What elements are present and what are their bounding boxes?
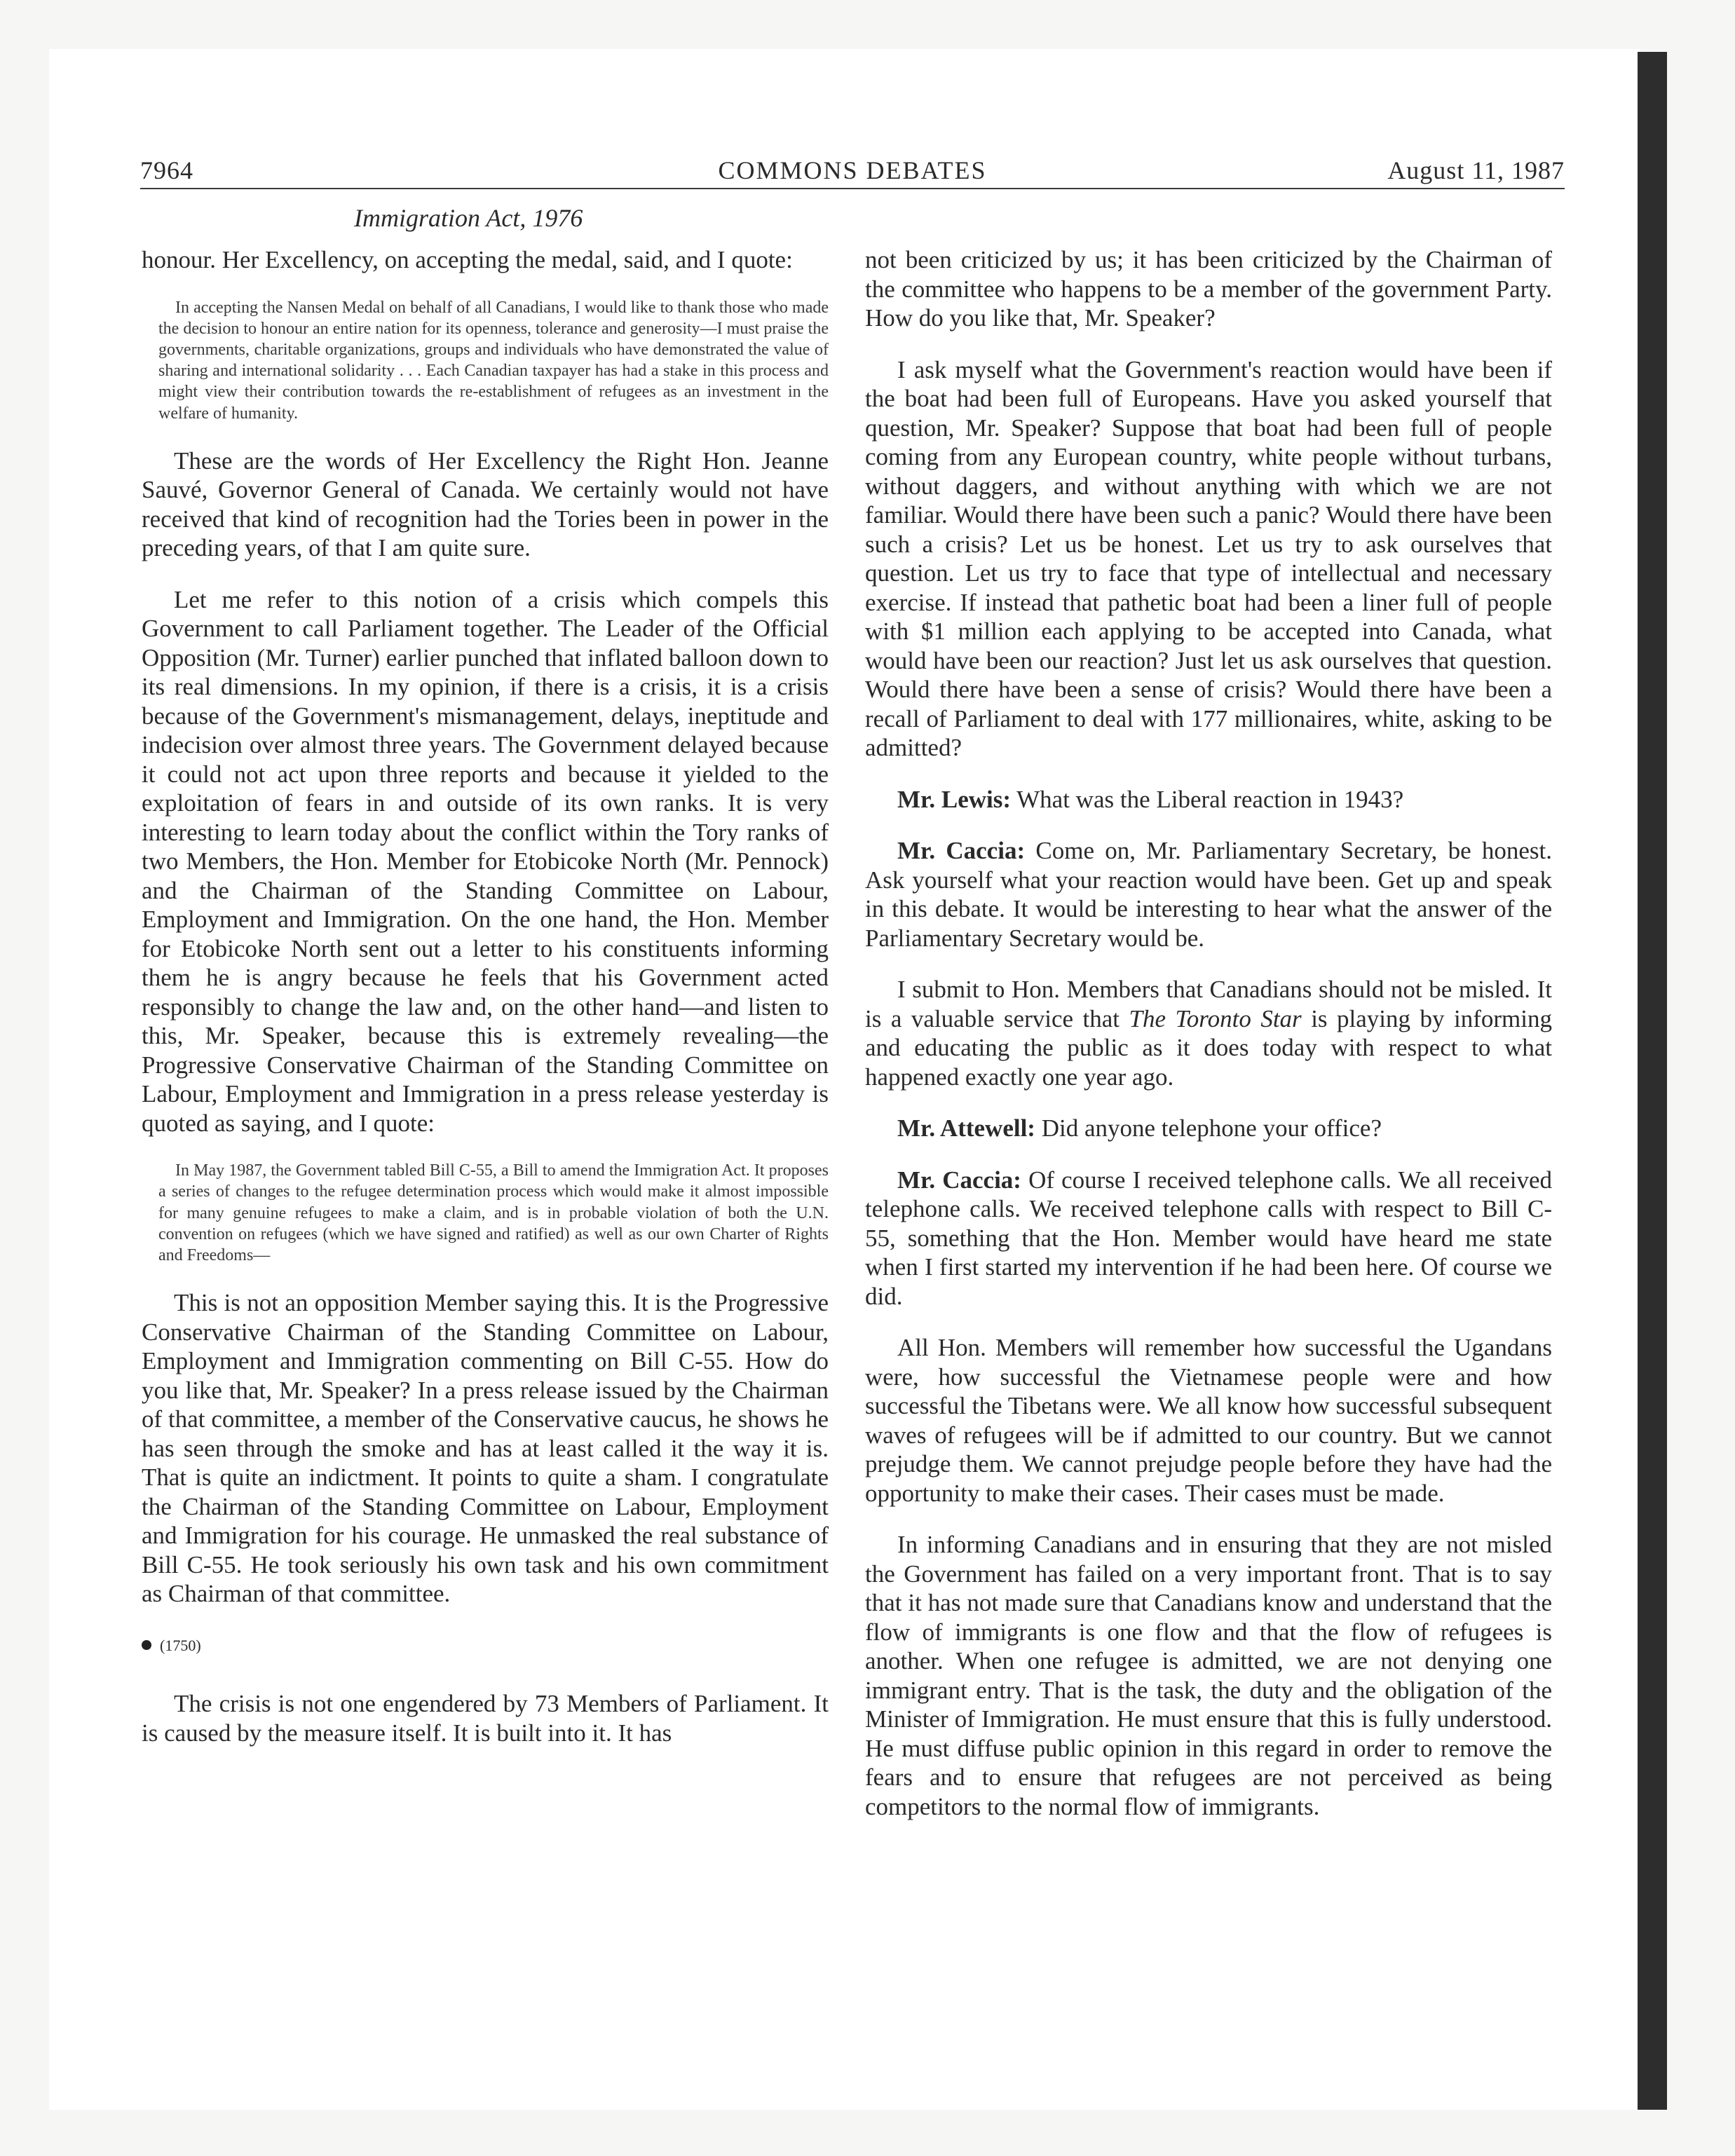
publication-date: August 11, 1987 xyxy=(1387,156,1565,184)
time-marker-text: (1750) xyxy=(160,1636,201,1654)
paragraph: This is not an opposition Member saying this. It is the Progressive Conservative Chairman of the Standing Committee on Labour, Employment and Immigration commenting on Bill C-55. How do you like that, Mr. Speaker? In a press release issued by the Chairman of that committee, a member of the Conservative caucus, he shows he has seen through the smoke and has at least called it the way it is. That is quite an indictment. It points to quite a sham. I congratulate the Chairman of the Standing Committee on Labour, Employment and Immigration for his courage. He unmasked the real substance of Bill C-55. He took seriously his own task and his own commitment as Chairman of that committee. xyxy=(142,1289,829,1608)
publication-title: COMMONS DEBATES xyxy=(718,156,987,184)
speaker-name: Mr. Lewis: xyxy=(897,785,1012,813)
left-column xyxy=(142,245,829,1770)
speech-text: Of course I received telephone calls. We all received telephone calls. We received telephone calls with respect to Bill C-55, something that the Hon. Member would have heard me state when I first started my intervention if he had been here. Of course we did. xyxy=(865,1166,1553,1310)
page-number: 7964 xyxy=(140,156,193,184)
newspaper-title: The Toronto Star xyxy=(1129,1004,1302,1032)
paragraph: These are the words of Her Excellency the Right Hon. Jeanne Sauvé, Governor General of Canada. We certainly would not have received that kind of recognition had the Tories been in power in the preceding years, of that I am quite sure. xyxy=(142,446,829,562)
speech xyxy=(865,1166,1552,1311)
speaker-name: Mr. Caccia: xyxy=(897,837,1026,864)
paragraph: I ask myself what the Government's reaction would have been if the boat had been full of Europeans. Have you asked yourself that question, Mr. Speaker? Suppose that boat had been full of people coming from any European country, white people without turbans, without daggers, and without anything with which we are not familiar. Would there have been such a panic? Would there have been such a crisis? Let us be honest. Let us try to ask ourselves that question. Let us try to face that type of intellectual and necessary exercise. If instead that pathetic boat had been a liner full of people with $1 million each applying to be accepted into Canada, what would have been our reaction? Just let us ask ourselves that question. Would there have been a sense of crisis? Would there have been a recall of Parliament to deal with 177 millionaires, white, asking to be admitted? xyxy=(865,355,1552,761)
paragraph: honour. Her Excellency, on accepting the medal, said, and I quote: xyxy=(142,246,793,273)
right-column xyxy=(865,245,1552,1843)
paragraph: Let me refer to this notion of a crisis which compels this Government to call Parliament together. The Leader of the Official Opposition (Mr. Turner) earlier punched that inflated balloon down to its real dimensions. In my opinion, if there is a crisis, it is a crisis because of the Government's mismanagement, delays, ineptitude and indecision over almost three years. The Government delayed because it could not act upon three reports and because it yielded to the exploitation of fears in and outside of its own ranks. It is very interesting to learn today about the conflict within the Tory ranks of two Members, the Hon. Member for Etobicoke North (Mr. Pennock) and the Chairman of the Standing Committee on Labour, Employment and Immigration. On the one hand, the Hon. Member for Etobicoke North sent out a letter to his constituents informing them he is angry because he feels that his Government acted responsibly to change the law and, on the other hand—and listen to this, Mr. Speaker, because this is extremely revealing—the Progressive Conservative Chairman of the Standing Committee on Labour, Employment and Immigration in a press release yesterday is quoted as saying, and I quote: xyxy=(142,585,829,1137)
speech-text: Come on, Mr. Parliamentary Secretary, be honest. Ask yourself what your reaction would have been. Get up and speak in this debate. It would be interesting to hear what the answer of the Parliamentary Secretary would be. xyxy=(865,837,1552,952)
scan-edge-bar xyxy=(1638,52,1667,2110)
paragraph: In informing Canadians and in ensuring that they are not misled the Government has failed on a very important front. That is to say that it has not made sure that Canadians know and understand that the flow of immigrants is one flow and that the flow of refugees is another. When one refugee is admitted, we are not denying one immigrant entry. That is the task, the duty and the obligation of the Minister of Immigration. He must ensure that this is fully understood. He must diffuse public opinion in this regard in order to remove the fears and to ensure that refugees are not perceived as being competitors to the normal flow of immigrants. xyxy=(865,1531,1552,1820)
speech xyxy=(865,785,1552,814)
speaker-name: Mr. Attewell: xyxy=(897,1114,1035,1142)
block-quote: In May 1987, the Government tabled Bill C-55, a Bill to amend the Immigration Act. It proposes a series of changes to the refugee determination process which would make it almost impossible for many genuine refugees to make a claim, and is in probable violation of both the U.N. convention on refugees (which we have signed and ratified) as well as our own Charter of Rights and Freedoms— xyxy=(158,1161,829,1265)
speaker-name: Mr. Caccia: xyxy=(897,1166,1021,1194)
paragraph-text: I submit to Hon. Members that Canadians should not be misled. It is a valuable service that xyxy=(865,976,1552,1032)
paragraph xyxy=(865,975,1552,1091)
header-rule xyxy=(140,188,1565,189)
paragraph-text: is playing by informing and educating the public as it does today with respect to what happened exactly one year ago. xyxy=(865,1004,1552,1091)
speech xyxy=(865,1114,1552,1143)
speech xyxy=(865,836,1552,953)
bullet-icon xyxy=(142,1640,151,1650)
running-head: Immigration Act, 1976 xyxy=(354,204,583,232)
paragraph: not been criticized by us; it has been criticized by the Chairman of the committee who happens to be a member of the government Party. How do you like that, Mr. Speaker? xyxy=(865,246,1552,332)
paragraph: All Hon. Members will remember how successful the Ugandans were, how successful the Vietnamese people were and how successful the Tibetans were. We all know how successful subsequent waves of refugees will be if admitted to our country. But we cannot prejudge them. We cannot prejudge people before they have had the opportunity to make their cases. Their cases must be made. xyxy=(865,1334,1552,1507)
block-quote: In accepting the Nansen Medal on behalf of all Canadians, I would like to thank those who made the decision to honour an entire nation for its openness, tolerance and generosity—I must praise the governments, charitable organizations, groups and individuals who have demonstrated the value of sharing and international solidarity . . . Each Canadian taxpayer has had a stake in this process and might view their contribution towards the re-establishment of refugees as an investment in the welfare of humanity. xyxy=(158,298,829,423)
paragraph: The crisis is not one engendered by 73 Members of Parliament. It is caused by the measure itself. It is built into it. It has xyxy=(142,1690,829,1747)
time-marker xyxy=(142,1631,829,1660)
speech-text: Did anyone telephone your office? xyxy=(1041,1114,1382,1142)
speech-text: What was the Liberal reaction in 1943? xyxy=(1016,785,1404,813)
page-header xyxy=(140,156,1565,186)
